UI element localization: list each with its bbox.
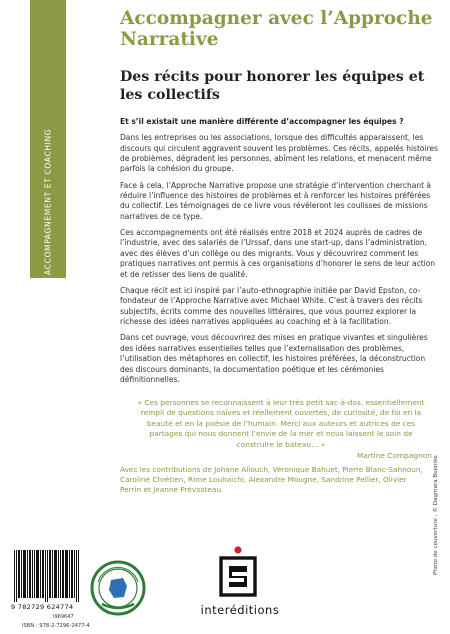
paragraph-narrative-ideas: Dans cet ouvrage, vous découvrirez des mises en pratique vivantes et singulières des idées narratives essentielles telles que l’externalisation des problèmes, l’utilisation des métaphores en collectif, les histoires préférées, la déconstruction des discours dominants, la documentation poétique et les cérémonies définitionnelles. xyxy=(120,333,428,384)
book-title: Accompagner avec l’Approche Narrative xyxy=(120,8,433,50)
barcode-block xyxy=(8,548,88,630)
publisher-name: interéditions xyxy=(200,603,280,617)
quote-author: Martine Compagnon xyxy=(356,451,432,461)
testimonial-quote xyxy=(130,398,432,461)
printed-in-france-seal-icon xyxy=(90,560,146,616)
barcode-digits: 9 782729 624774 xyxy=(11,603,74,611)
product-code: I969647 xyxy=(53,614,74,620)
publisher-logo-icon xyxy=(219,545,257,603)
paragraph-case-studies: Ces accompagnements ont été réalisés entre 2018 et 2024 auprès de cadres de l’industrie, avec des salariés de l’Urssaf, dans une start-up, dans l’administration, avec des élèves d’un collège ou des migrants. Vous y découvrirez comment les pratiques narratives ont permis à ces organisations d’honorer le sens de leur action et de retisser des liens de qualité. xyxy=(120,228,436,279)
paragraph-problem-stories: Dans les entreprises ou les associations, lorsque des difficultés apparaissent, les discours qui circulent aggravent souvent les problèmes. Ces récits, appelés histoires de problèmes, dégradent les personnes, abîment les relations, et menacent même parfois la cohésion du groupe. xyxy=(120,133,438,174)
series-label: ACCOMPAGNEMENT ET COACHING xyxy=(43,128,53,275)
lead-question: Et s’il existait une manière différente d’accompagner les équipes ? xyxy=(120,117,404,126)
back-cover-text xyxy=(120,117,440,391)
isbn-number: ISBN : 978-2-7296-2477-4 xyxy=(22,623,90,629)
quote-text: « Ces personnes se reconnaissent à leur très petit sac-à-dos, essentiellement rempli de questions naïves et réellement ouvertes, de curiosité, de foi en la beauté et en la poésie de l’humain. Merci aux auteurs et autrices de ces partages qui nous donnent l’envie de la mer et nous laissent le soin de construire le bateau… » xyxy=(137,398,425,449)
book-subtitle: Des récits pour honorer les équipes et les collectifs xyxy=(120,69,425,103)
barcode-icon xyxy=(8,548,88,604)
spine-edge xyxy=(0,0,9,634)
photo-credit: Photo de couverture : © Dagmara Bojenko xyxy=(433,455,439,575)
paragraph-narrative-approach: Face à cela, l’Approche Narrative propose une stratégie d’intervention cherchant à réduire l’influence des histoires de problèmes et à renforcer les histoires préférées du collectif. Les témoignages de ce livre vous révéleront les coulisses de missions narratives de ce type. xyxy=(120,180,431,221)
contributors-list: Avec les contributions de Johane Allouch, Véronique Bahuet, Pierre Blanc-Sahnoun, Caroline Chrétien, Rime Louhaichi, Alexandre Mougne, Sandrine Pellier, Olivier Perrin et Jeanne Prévosteau. xyxy=(120,465,423,495)
paragraph-auto-ethnography: Chaque récit est ici inspiré par l’auto-ethnographie initiée par David Epston, co-fondateur de l’Approche Narrative avec Michael White. C’est à travers des récits subjectifs, écrits comme des nouvelles littéraires, que vous pourrez explorer la richesse des idées narratives appliquées au coaching et à la facilitation. xyxy=(120,285,423,327)
